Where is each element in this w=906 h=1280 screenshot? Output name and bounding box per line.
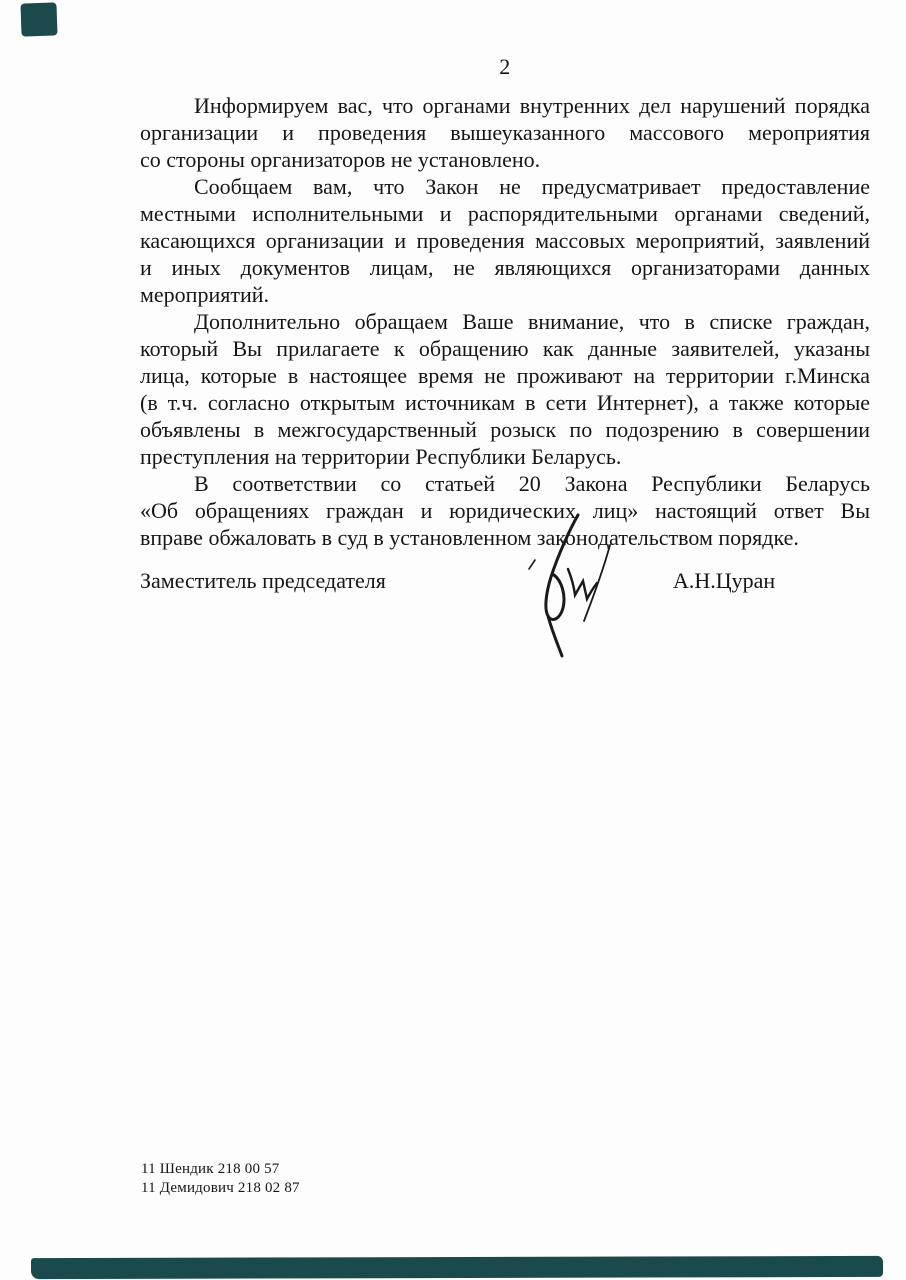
scan-artifact-corner-mark [20, 2, 57, 36]
text-line: преступления на территории Республики Беларусь. [140, 444, 622, 469]
text-line: лица, которые в настоящее время не проживают на территории г.Минска [140, 363, 870, 388]
text-line: Дополнительно обращаем Ваше внимание, что в списке граждан, [194, 309, 870, 334]
footer-reference-line: 11 Шендик 218 00 57 [141, 1161, 280, 1177]
handwritten-signature-icon [520, 513, 650, 658]
paragraph-1 [140, 92, 870, 173]
paragraph-3 [140, 308, 870, 470]
letter-body [140, 92, 870, 551]
footer-reference-line: 11 Демидович 218 02 87 [141, 1180, 300, 1196]
text-line: организации и проведения вышеуказанного массового мероприятия [140, 120, 870, 145]
text-line: «Об обращениях граждан и юридических лиц» настоящий ответ Вы [140, 498, 870, 523]
text-line: мероприятий. [140, 282, 270, 307]
page-number: 2 [499, 54, 511, 79]
text-line: который Вы прилагаете к обращению как данные заявителей, указаны [140, 336, 870, 361]
text-line: В соответствии со статьей 20 Закона Республики Беларусь [194, 471, 870, 496]
signoff-title: Заместитель председателя [140, 568, 386, 593]
text-line: (в т.ч. согласно открытым источникам в сети Интернет), а также которые [140, 390, 870, 415]
signoff-name: А.Н.Цуран [673, 568, 776, 593]
text-line: касающихся организации и проведения массовых мероприятий, заявлений [140, 228, 870, 253]
text-line: Сообщаем вам, что Закон не предусматривает предоставление [194, 174, 870, 199]
paragraph-2 [140, 173, 870, 308]
text-line: местными исполнительными и распорядительными органами сведений, [140, 201, 870, 226]
paragraph-4 [140, 470, 870, 551]
text-line: со стороны организаторов не установлено. [140, 147, 541, 172]
footer-references [141, 1160, 300, 1198]
text-line: вправе обжаловать в суд в установленном законодательством порядке. [140, 525, 799, 550]
scan-artifact-bottom-bar [31, 1256, 883, 1279]
text-line: и иных документов лицам, не являющихся организаторами данных [140, 255, 870, 280]
text-line: объявлены в межгосударственный розыск по подозрению в совершении [140, 417, 870, 442]
text-line: Информируем вас, что органами внутренних дел нарушений порядка [194, 93, 870, 118]
